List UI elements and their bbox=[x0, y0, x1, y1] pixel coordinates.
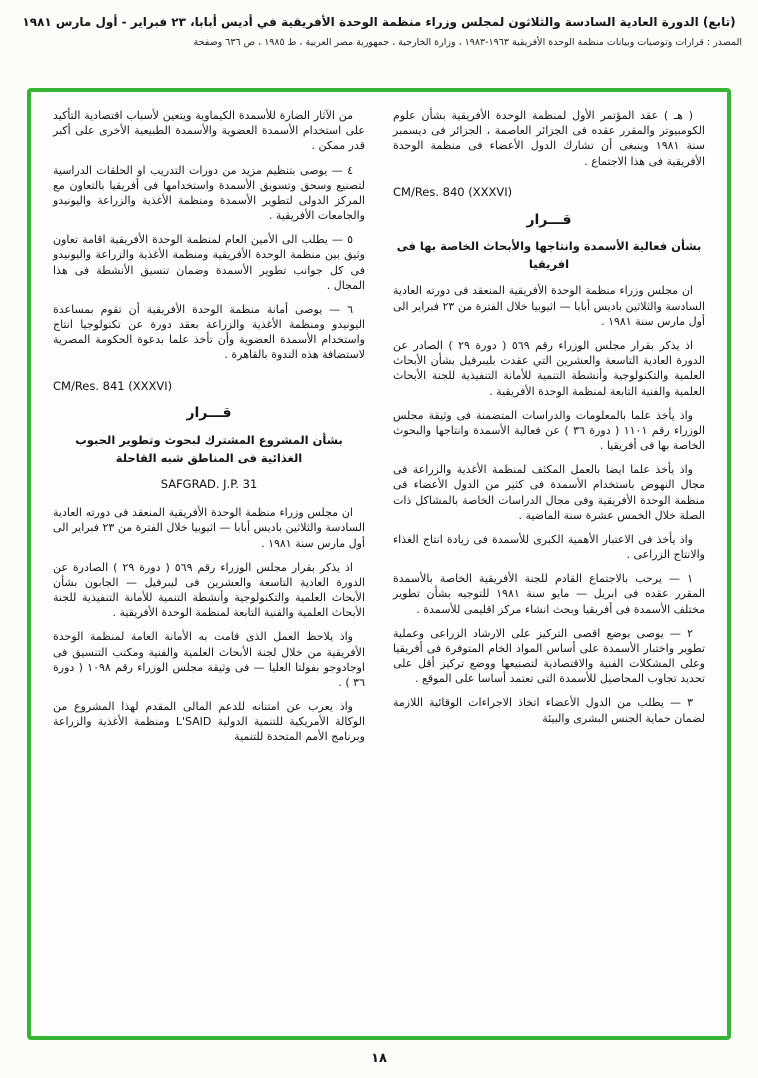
resolution-subtitle: بشأن فعالية الأسمدة وانتاجها والأبحاث الخاصة بها فى افريقيا bbox=[396, 238, 702, 271]
resolution-ref: CM/Res. 841 (XXXVI) bbox=[53, 378, 173, 393]
numbered-clause: ٥ — يطلب الى الأمين العام لمنظمة الوحدة الأفريقية اقامة تعاون وثيق بين منظمة الوحدة الأفريقية ومنظمة الأغذية والزراعة واليونيدو فى كل جوانب تطوير الأسمدة وضمان تنسيق الأنشطة فى هذا المجال . bbox=[53, 233, 365, 292]
two-column-layout bbox=[53, 108, 705, 1022]
source-line: المصدر : قرارات وتوصيات وبيانات منظمة الوحدة الأفريقية ١٩٦٣-١٩٨٣ ، وزارة الخارجية ، جمهورية مصر العربية ، ط ١٩٨٥ ، ص ٦٣٦ وصفحة bbox=[193, 36, 742, 48]
session-title: (تابع) الدورة العادية السادسة والثلاثون لمجلس وزراء منظمة الوحدة الأفريقية في أديس أبابا، ٢٣ فبراير - أول مارس ١٩٨١ bbox=[22, 15, 736, 29]
numbered-clause: ٣ — يطلب من الدول الأعضاء اتخاذ الاجراءات الوقائية اللازمة لضمان حماية الجنس البشرى والبيئة bbox=[393, 696, 705, 725]
resolution-ref: CM/Res. 840 (XXXVI) bbox=[393, 184, 513, 199]
resolution-title: قـــرار bbox=[526, 211, 572, 228]
numbered-clause: ١ — يرحب بالاجتماع القادم للجنة الأفريقية الخاصة بالأسمدة المقرر عقده فى ابريل — مايو سنة ١٩٨١ للتوجيه بشأن تطوير مختلف الأسمدة فى أفريقيا وبحث انشاء مركز اقليمى للأسمدة . bbox=[393, 572, 705, 616]
paragraph: واذ يأخذ فى الاعتبار الأهمية الكبرى للأسمدة فى زيادة انتاج الغذاء والانتاج الزراعى . bbox=[393, 532, 705, 562]
paragraph: من الآثار الضارة للأسمدة الكيماوية ويتعين لأسباب اقتصادية التأكيد على استخدام الأسمدة العضوية والأسمدة الطبيعية الأخرى على أكبر قدر ممكن . bbox=[53, 109, 365, 153]
resolution-subtitle: بشأن المشروع المشترك لبحوث وتطوير الحبوب الغذائية فى المناطق شبه القاحلة bbox=[75, 432, 343, 465]
paragraph: ان مجلس وزراء منظمة الوحدة الأفريقية المنعقد فى دورته العادية السادسة والثلاثين باديس أبابا — اثيوبيا خلال الفترة من ٢٣ فبراير الى أول مارس سنة ١٩٨١ . bbox=[393, 284, 705, 328]
right-column bbox=[393, 108, 705, 1022]
paragraph: واذ يعرب عن امتنانه للدعم المالى المقدم لهذا المشروع من الوكالة الأمريكية للتنمية الدولية L'SAID ومنظمة الأغذية والزراعة وبرنامج الأمم المتحدة للتنمية bbox=[53, 700, 365, 744]
resolution-title: قـــرار bbox=[186, 405, 232, 422]
numbered-clause: ٦ — يوصى أمانة منظمة الوحدة الأفريقية أن تقوم بمساعدة اليونيدو ومنظمة الأغذية والزراعة بعقد دورة عن تكنولوجيا انتاج واستخدام الأسمدة العضوية وأن تأخذ علما بدعوة الحكومة المصرية لاستضافة هذه الندوة بالقاهرة . bbox=[53, 302, 365, 362]
paragraph: واذ يلاحظ العمل الذى قامت به الأمانة العامة لمنظمة الوحدة الأفريقية من خلال لجنة الأبحاث العلمية والفنية ومكتب التنسيق فى اوجادوجو بفولتا العليا — فى وثيقة مجلس الوزراء رقم ١٠٩٨ ( دورة ٣٦ ) . bbox=[53, 630, 365, 689]
paragraph: واذ يأخذ علما ايضا بالعمل المكثف لمنظمة الأغذية والزراعة فى مجال النهوض باستخدام الأسمدة فى كثير من الدول الأعضاء فى منظمة الوحدة الأفريقية وفى مجال الدراسات الخاصة بالمشاكل ذات الصلة خلال الخمس عشرة سنة الماضية . bbox=[393, 463, 705, 522]
paragraph: اذ يذكر بقرار مجلس الوزراء رقم ٥٦٩ ( دورة ٢٩ ) الصادر عن الدورة العادية التاسعة والعشرين التي عقدت بليبرفيل بشأن الأبحاث العلمية والتكنولوجية وأنشطة التنمية للأمانة التنفيذية للجنة الأبحاث العلمية والفنية التابعة لمنظمة الوحدة الأفريقية . bbox=[393, 339, 705, 398]
paragraph: ( هـ ) عقد المؤتمر الأول لمنظمة الوحدة الأفريقية بشأن علوم الكومبيوتر والمقرر عقده فى الجزائر العاصمة ، الجزائر فى ديسمبر سنة ١٩٨١ وينبغى أن تشارك الدول الأعضاء فى منظمة الوحدة الأفريقية فى هذا الاجتماع . bbox=[393, 109, 705, 168]
numbered-clause: ٢ — يوصى بوضع اقصى التركيز على الارشاد الزراعى وعملية تطوير واختبار الأسمدة على أساس المواد الخام المتوفرة فى أفريقيا وعلى المشكلات الفنية والاقتصادية لتصنيعها ووضع تركيز أقل على تحديد تجاوب المحاصيل للأسمدة التى تعتمد أساسا على الموقع . bbox=[393, 626, 705, 686]
content-frame bbox=[27, 88, 731, 1040]
left-column bbox=[53, 108, 365, 1022]
paragraph: ان مجلس وزراء منظمة الوحدة الأفريقية المنعقد فى دورته العادية السادسة والثلاثين باديس أبابا — اثيوبيا خلال الفترة من ٢٣ فبراير الى أول مارس سنة ١٩٨١ . bbox=[53, 506, 365, 550]
paragraph: اذ يذكر بقرار مجلس الوزراء رقم ٥٦٩ ( دورة ٢٩ ) الصادرة عن الدورة العادية التاسعة والعشرين فى ليبرفيل — الجابون بشأن الأبحاث العلمية والتكنولوجية وأنشطة التنمية للأمانة التنفيذية للجنة الأبحاث العلمية والفنية التابعة لمنظمة الوحدة الأفريقية . bbox=[53, 560, 365, 620]
project-ref: SAFGRAD. J.P. 31 bbox=[160, 477, 258, 492]
numbered-clause: ٤ — يوصى بتنظيم مزيد من دورات التدريب او الحلقات الدراسية لتصنيع وسحق وتسويق الأسمدة واستخدامها فى أفريقيا بالتعاون مع المركز الدولى لتطوير الأسمدة ومنظمة الأغذية والزراعة واليونيدو والجامعات الأفريقية . bbox=[53, 163, 365, 223]
paragraph: واذ يأخذ علما بالمعلومات والدراسات المتضمنة فى وثيقة مجلس الوزراء رقم ١١٠١ ( دورة ٣٦ ) عن فعالية الأسمدة وانتاجها والبحوث الخاصة بها فى أفريقيا . bbox=[393, 408, 706, 453]
page-number: ١٨ bbox=[371, 1051, 387, 1066]
page-header bbox=[0, 0, 758, 49]
